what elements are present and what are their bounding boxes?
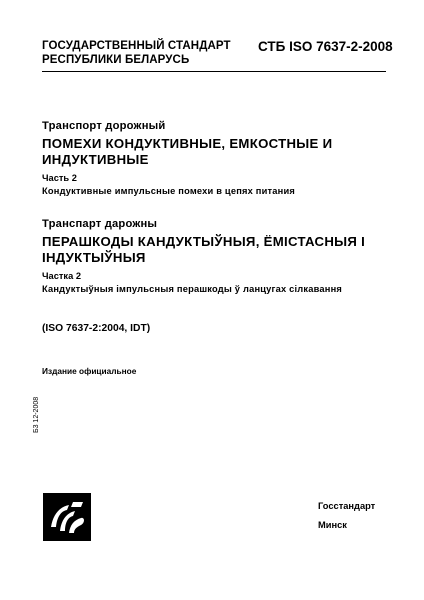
standard-title-block xyxy=(42,39,231,67)
header-divider xyxy=(42,71,386,72)
belarusian-description: Кандуктыўныя імпульсныя перашкоды ў ланцугах сілкавання xyxy=(42,284,343,294)
stb-logo-icon xyxy=(43,493,91,541)
edition-note: Издание официальное xyxy=(42,366,137,376)
russian-title-line2: ИНДУКТИВНЫЕ xyxy=(42,152,149,167)
iso-reference: (ISO 7637-2:2004, IDT) xyxy=(42,323,151,334)
publisher-city: Минск xyxy=(318,520,347,530)
belarusian-subtitle: Транспарт дарожны xyxy=(42,218,158,230)
side-code: Б3 12-2008 xyxy=(33,396,40,433)
belarusian-title-block xyxy=(42,217,392,295)
russian-title-block xyxy=(42,119,392,197)
russian-description: Кондуктивные импульсные помехи в цепях питания xyxy=(42,186,296,196)
belarusian-title-line2: ІНДУКТЫЎНЫЯ xyxy=(42,250,146,265)
belarusian-part: Частка 2 xyxy=(42,271,82,281)
publisher-name: Госстандарт xyxy=(318,501,376,511)
russian-subtitle: Транспорт дорожный xyxy=(42,120,166,132)
belarusian-title-line1: ПЕРАШКОДЫ КАНДУКТЫЎНЫЯ, ЁМІСТАСНЫЯ І xyxy=(42,234,366,249)
standard-title-line2: РЕСПУБЛИКИ БЕЛАРУСЬ xyxy=(42,54,190,66)
russian-title-line1: ПОМЕХИ КОНДУКТИВНЫЕ, ЕМКОСТНЫЕ И xyxy=(42,136,333,151)
standard-designation: СТБ ISO 7637-2-2008 xyxy=(258,39,393,54)
standard-title-line1: ГОСУДАРСТВЕННЫЙ СТАНДАРТ xyxy=(42,40,231,52)
russian-part: Часть 2 xyxy=(42,173,77,183)
